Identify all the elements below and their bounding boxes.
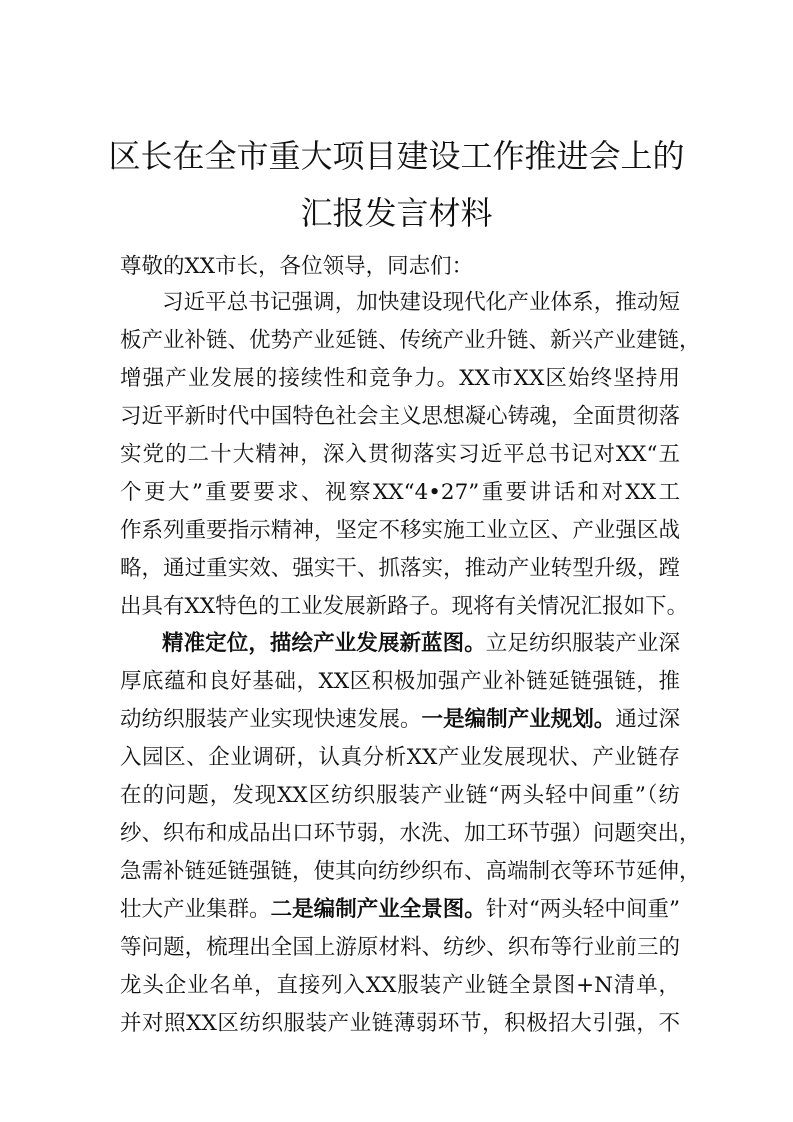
subsection-heading: 二是编制产业全景图。: [270, 897, 486, 922]
paragraph-2-line: 在的问题，发现XX区纺织服装产业链“两头轻中间重”（纺: [120, 783, 680, 808]
paragraph-1-line: 出具有XX特色的工业发展新路子。现将有关情况汇报如下。: [120, 594, 689, 619]
paragraph-2-line: 急需补链延链强链，使其向纺纱织布、高端制衣等环节延伸，: [120, 859, 701, 884]
section-heading: 精准定位，描绘产业发展新蓝图。: [162, 631, 486, 656]
paragraph-1-line: 个更大”重要要求、视察XX“4•27”重要讲话和对XX工: [120, 480, 680, 505]
paragraph-2-text: 通过深: [615, 707, 680, 732]
paragraph-2-text: 立足纺织服装产业深: [485, 631, 680, 656]
paragraph-2-line: 龙头企业名单，直接列入XX服装产业链全景图+N清单，: [120, 973, 680, 998]
paragraph-2-text: 壮大产业集群。: [120, 897, 271, 922]
paragraph-2-line: 等问题，梳理出全国上游原材料、纺纱、织布等行业前三的: [120, 935, 680, 960]
paragraph-2-line: 厚底蕴和良好基础，XX区积极加强产业补链延链强链，推: [120, 669, 680, 694]
paragraph-1-line: 作系列重要指示精神，坚定不移实施工业立区、产业强区战: [120, 518, 680, 543]
subsection-heading: 一是编制产业规划。: [421, 707, 616, 732]
paragraph-1-line: 习近平总书记强调，加快建设现代化产业体系，推动短: [162, 290, 680, 315]
document-title-line-1: 区长在全市重大项目建设工作推进会上的: [108, 137, 685, 175]
paragraph-2-line: [120, 891, 680, 929]
paragraph-2-line: 纱、织布和成品出口环节弱，水洗、加工环节强）问题突出，: [120, 821, 701, 846]
paragraph-2-line: 并对照XX区纺织服装产业链薄弱环节，积极招大引强，不: [120, 1011, 680, 1036]
paragraph-1-line: 习近平新时代中国特色社会主义思想凝心铸魂，全面贯彻落: [120, 404, 680, 429]
paragraph-1-line: 增强产业发展的接续性和竞争力。XX市XX区始终坚持用: [120, 366, 680, 391]
salutation: 尊敬的XX市长，各位领导，同志们：: [120, 254, 474, 279]
paragraph-1-line: 略，通过重实效、强实干、抓落实，推动产业转型升级，蹚: [120, 556, 680, 581]
paragraph-2-text: 针对“两头轻中间重”: [485, 897, 680, 922]
paragraph-1-line: 板产业补链、优势产业延链、传统产业升链、新兴产业建链，: [120, 328, 701, 353]
document-title-line-2: 汇报发言材料: [300, 194, 493, 232]
paragraph-2-line: [162, 625, 680, 663]
paragraph-2-line: 入园区、企业调研，认真分析XX产业发展现状、产业链存: [120, 745, 680, 770]
paragraph-1-line: 实党的二十大精神，深入贯彻落实习近平总书记对XX“五: [120, 442, 680, 467]
paragraph-2-text: 动纺织服装产业实现快速发展。: [120, 707, 422, 732]
paragraph-2-line: [120, 701, 680, 739]
